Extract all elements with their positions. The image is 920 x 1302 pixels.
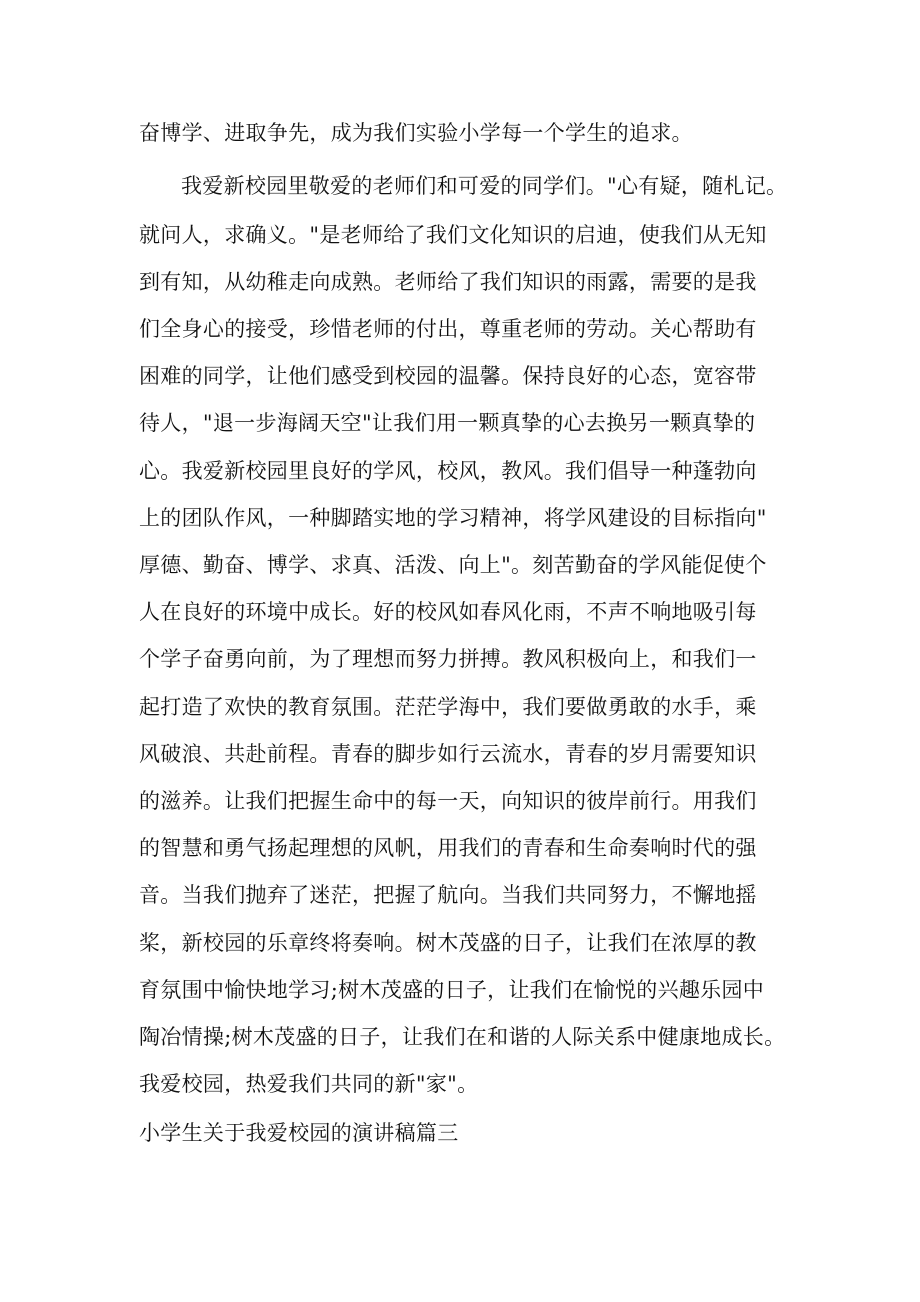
paragraph-line: 的智慧和勇气扬起理想的风帆，用我们的青春和生命奏响时代的强 (139, 836, 757, 860)
paragraph-line: 陶冶情操;树木茂盛的日子，让我们在和谐的人际关系中健康地成长。 (139, 1025, 786, 1049)
paragraph-line: 个学子奋勇向前，为了理想而努力拼搏。教风积极向上，和我们一 (139, 647, 757, 671)
paragraph-line: 的滋养。让我们把握生命中的每一天，向知识的彼岸前行。用我们 (139, 789, 757, 813)
paragraph-line: 我爱校园，热爱我们共同的新"家"。 (139, 1072, 479, 1096)
paragraph-line: 我爱新校园里敬爱的老师们和可爱的同学们。"心有疑，随札记。 (181, 174, 788, 198)
paragraph-line: 风破浪、共赴前程。青春的脚步如行云流水，青春的岁月需要知识 (139, 742, 757, 766)
paragraph-line: 厚德、勤奋、博学、求真、活泼、向上"。刻苦勤奋的学风能促使个 (139, 553, 767, 577)
paragraph-line: 起打造了欢快的教育氛围。茫茫学海中，我们要做勇敢的水手，乘 (139, 695, 757, 719)
section-heading: 小学生关于我爱校园的演讲稿篇三 (139, 1121, 459, 1145)
paragraph-line: 奋博学、进取争先，成为我们实验小学每一个学生的追求。 (139, 121, 693, 145)
paragraph-line: 到有知，从幼稚走向成熟。老师给了我们知识的雨露，需要的是我 (139, 270, 757, 294)
paragraph-line: 们全身心的接受，珍惜老师的付出，尊重老师的劳动。关心帮助有 (139, 317, 757, 341)
paragraph-line: 就问人，求确义。"是老师给了我们文化知识的启迪，使我们从无知 (139, 223, 767, 247)
paragraph-line: 音。当我们抛弃了迷茫，把握了航向。当我们共同努力，不懈地摇 (139, 883, 757, 907)
paragraph-line: 困难的同学，让他们感受到校园的温馨。保持良好的心态，宽容带 (139, 364, 757, 388)
paragraph-line: 育氛围中愉快地学习;树木茂盛的日子，让我们在愉悦的兴趣乐园中 (139, 978, 765, 1002)
paragraph-line: 心。我爱新校园里良好的学风，校风，教风。我们倡导一种蓬勃向 (139, 459, 757, 483)
paragraph-line: 待人，"退一步海阔天空"让我们用一颗真挚的心去换另一颗真挚的 (139, 411, 756, 435)
paragraph-line: 上的团队作风，一种脚踏实地的学习精神，将学风建设的目标指向" (139, 506, 767, 530)
paragraph-line: 人在良好的环境中成长。好的校风如春风化雨，不声不响地吸引每 (139, 600, 757, 624)
paragraph-line: 桨，新校园的乐章终将奏响。树木茂盛的日子，让我们在浓厚的教 (139, 931, 757, 955)
